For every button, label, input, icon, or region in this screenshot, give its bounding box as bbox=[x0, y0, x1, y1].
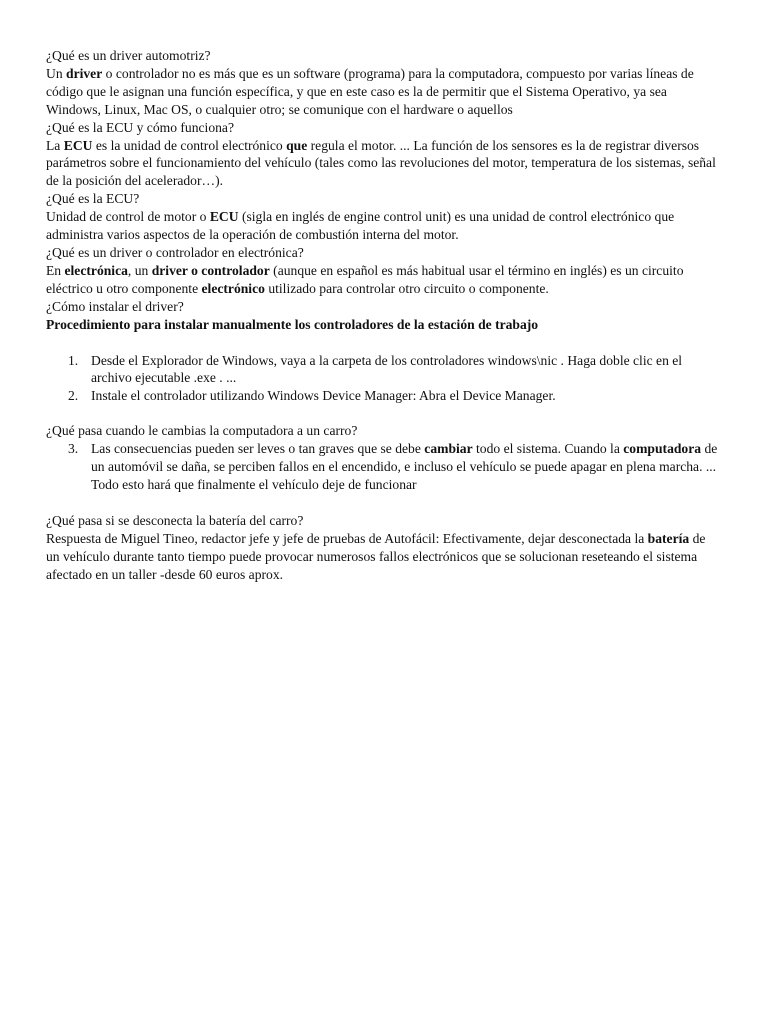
question-cambiar-computadora: ¿Qué pasa cuando le cambias la computadora a un carro? bbox=[46, 423, 358, 439]
procedure-heading: Procedimiento para instalar manualmente los controladores de la estación de trabajo bbox=[46, 316, 539, 332]
spacer bbox=[46, 494, 722, 512]
answer-ecu: Unidad de control de motor o ECU (sigla en inglés de engine control unit) es una unidad de control electrónico que administra varios aspectos de la operación de combustión interna del motor. bbox=[46, 209, 675, 243]
list-item-number: 2. bbox=[68, 388, 79, 404]
question-ecu-funciona: ¿Qué es la ECU y cómo funciona? bbox=[46, 119, 234, 135]
spacer bbox=[46, 405, 722, 422]
question-driver-electronica: ¿Qué es un driver o controlador en electrónica? bbox=[46, 244, 304, 260]
list-item-text: Instale el controlador utilizando Windows Device Manager: Abra el Device Manager. bbox=[91, 388, 556, 404]
answer-driver-automotriz: Un driver o controlador no es más que es un software (programa) para la computadora, compuesto por varias líneas de código que le asignan una función específica, y que en este caso es la de permitir que el Sistema Operativo, ya sea Windows, Linux, Mac OS, o cualquier otro; se comunique con el hardware o aquellos bbox=[46, 65, 694, 117]
answer-driver-electronica: En electrónica, un driver o controlador (aunque en español es más habitual usar el término en inglés) es un circuito eléctrico u otro componente electrónico utilizado para controlar otro circuito o componente. bbox=[46, 262, 684, 296]
list-item: 3. Las consecuencias pueden ser leves o tan graves que se debe cambiar todo el sistema. Cuando la computadora de un automóvil se daña, se perciben fallos en el encendido, e incluso el vehículo se puede apagar en plena marcha. ... Todo esto hará que finalmente el vehículo deje de funcionar bbox=[68, 441, 718, 492]
list-item-text: Desde el Explorador de Windows, vaya a la carpeta de los controladores windows\nic . Haga doble clic en el archivo ejecutable .exe . ... bbox=[91, 352, 683, 386]
list-item-number: 3. bbox=[68, 441, 79, 457]
question-bateria: ¿Qué pasa si se desconecta la batería del carro? bbox=[46, 512, 304, 528]
consequences-list bbox=[46, 440, 722, 494]
answer-ecu-funciona: La ECU es la unidad de control electrónico que regula el motor. ... La función de los sensores es la de registrar diversos parámetros sobre el funcionamiento del vehículo (tales como las revoluciones del motor, temperatura de los sistemas, señal de la posición del acelerador…). bbox=[46, 137, 716, 189]
list-item bbox=[46, 387, 722, 405]
question-ecu: ¿Qué es la ECU? bbox=[46, 191, 140, 207]
install-steps-list bbox=[46, 352, 722, 406]
question-instalar-driver: ¿Cómo instalar el driver? bbox=[46, 298, 184, 314]
document-body bbox=[46, 47, 722, 583]
question-driver-automotriz: ¿Qué es un driver automotriz? bbox=[46, 48, 211, 63]
list-item-number: 1. bbox=[68, 352, 79, 368]
answer-bateria: Respuesta de Miguel Tineo, redactor jefe y jefe de pruebas de Autofácil: Efectivamente, dejar desconectada la batería de un vehículo durante tanto tiempo puede provocar numerosos fallos electrónicos que se solucionan reseteando el sistema afectado en un taller -desde 60 euros aprox. bbox=[46, 530, 706, 582]
list-item bbox=[46, 352, 722, 388]
spacer bbox=[46, 334, 722, 352]
